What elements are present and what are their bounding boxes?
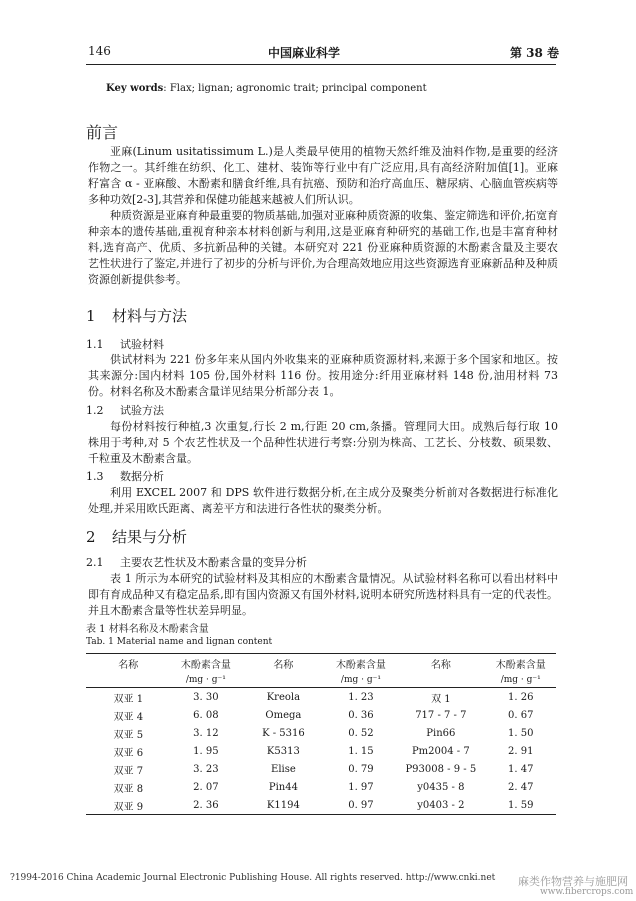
table-cell: y0435 - 8 — [417, 781, 465, 793]
table-cell: 3. 30 — [193, 691, 219, 703]
table-row — [86, 760, 556, 778]
table-cell: 双 1 — [431, 693, 451, 705]
table-cell: 1. 15 — [348, 745, 374, 757]
foreword-heading: 前言 — [86, 123, 119, 142]
col-unit-3: /mg · g⁻¹ — [485, 673, 556, 688]
table-row — [86, 796, 556, 815]
col-content-3: 木酚素含量 — [485, 654, 556, 674]
table-cell: K1194 — [241, 796, 326, 815]
table-cell: Pm2004 - 7 — [411, 745, 470, 757]
page-number: 146 — [88, 44, 111, 58]
subsection-1-3-heading — [86, 468, 164, 484]
table-cell: 1. 50 — [508, 727, 534, 739]
table-cell: 双亚 8 — [113, 783, 144, 795]
table-row — [86, 778, 556, 796]
col-name-3: 名称 — [396, 654, 485, 674]
table-cell: 双亚 6 — [113, 747, 144, 759]
table-cell: y0403 - 2 — [396, 796, 485, 815]
subsection-1-1-title: 试验材料 — [120, 338, 164, 351]
keywords-label: Key words — [106, 83, 164, 94]
col-content-2: 木酚素含量 — [326, 654, 397, 674]
copyright-footer: ?1994-2016 China Academic Journal Electronic Publishing House. All rights reserved. http://www.cnki.net — [10, 873, 496, 883]
subsection-1-1-heading — [86, 336, 164, 352]
table-row — [86, 688, 556, 707]
subsection-2-1-title: 主要农艺性状及木酚素含量的变异分析 — [120, 556, 307, 569]
section-2-heading — [86, 526, 187, 547]
table-cell: 双亚 9 — [86, 796, 171, 815]
section-1-title: 材料与方法 — [112, 307, 188, 325]
col-content-1: 木酚素含量 — [171, 654, 242, 674]
table-cell: Pin44 — [268, 781, 298, 793]
volume-label: 第 38 卷 — [510, 46, 560, 60]
table-row — [86, 724, 556, 742]
table-cell: 1. 95 — [193, 745, 219, 757]
subsection-2-1-paragraph: 表 1 所示为本研究的试验材料及其相应的木酚素含量情况。从试验材料名称可以看出材料中即有育成品种又有稳定品系,即有国内资源又有国外材料,说明本研究所选材料具有一定的代表性。并且木酚素含量等性状差异明显。 — [88, 572, 558, 617]
watermark-url: www.fibercrops.com — [540, 887, 634, 897]
subsection-2-1-heading — [86, 554, 307, 570]
table-cell: 717 - 7 - 7 — [415, 709, 467, 721]
subsection-1-2-number: 1.2 — [86, 404, 104, 417]
table-cell: Pin66 — [426, 727, 456, 739]
table-cell: 6. 08 — [193, 709, 219, 721]
section-2-number: 2 — [86, 528, 96, 546]
table-cell: 双亚 5 — [113, 729, 144, 741]
table-cell: 0. 36 — [348, 709, 374, 721]
subsection-1-3-number: 1.3 — [86, 470, 104, 483]
section-2-title: 结果与分析 — [112, 528, 188, 546]
col-name-1: 名称 — [86, 654, 171, 674]
header-rule — [86, 64, 556, 65]
table-cell: 2. 07 — [193, 781, 219, 793]
table-cell: Kreola — [266, 691, 301, 703]
table-cell: 2. 91 — [508, 745, 534, 757]
section-1-number: 1 — [86, 307, 96, 325]
table-cell: 双亚 7 — [113, 765, 144, 777]
table-cell: 双亚 4 — [113, 711, 144, 723]
subsection-1-1-paragraph: 供试材料为 221 份多年来从国内外收集来的亚麻种质资源材料,来源于多个国家和地区。按其来源分:国内材料 105 份,国外材料 116 份。按用途分:纤用亚麻材料 148 份,油用材料 73 份。材料名称及木酚素含量详见结果分析部分表 1。 — [88, 353, 558, 398]
subsection-1-3-paragraph: 利用 EXCEL 2007 和 DPS 软件进行数据分析,在主成分及聚类分析前对各数据进行标准化处理,并采用欧氏距离、离差平方和法进行各性状的聚类分析。 — [88, 486, 558, 515]
table-cell: 3. 23 — [193, 763, 219, 775]
foreword-paragraph-2: 种质资源是亚麻育种最重要的物质基础,加强对亚麻种质资源的收集、鉴定筛选和评价,拓宽育种亲本的遗传基础,重视育种亲本材料创新与利用,这是亚麻育种研究的基础工作,也是丰富育种材料,选育高产、优质、多抗新品种的关键。本研究对 221 份亚麻种质资源的木酚素含量及主要农艺性状进行了鉴定,并进行了初步的分析与评价,为合理高效地应用这些资源选育亚麻新品种及种质资源创新提供参考。 — [88, 209, 558, 286]
subsection-1-1-number: 1.1 — [86, 338, 104, 351]
subsection-1-3-title: 数据分析 — [120, 470, 164, 483]
table-row — [86, 706, 556, 724]
table-cell: Elise — [271, 763, 296, 775]
subsection-2-1-number: 2.1 — [86, 556, 104, 569]
table-cell: 2. 36 — [171, 796, 242, 815]
table-cell: K5313 — [266, 745, 300, 757]
col-name-2: 名称 — [241, 654, 326, 674]
table-cell: P93008 - 9 - 5 — [405, 763, 477, 775]
col-unit-2: /mg · g⁻¹ — [326, 673, 397, 688]
table-cell: Omega — [265, 709, 302, 721]
foreword-paragraph-1: 亚麻(Linum usitatissimum L.)是人类最早使用的植物天然纤维及油料作物,是重要的经济作物之一。其纤维在纺织、化工、建材、装饰等行业中有广泛应用,具有高经济附加值[1]。亚麻籽富含 α - 亚麻酸、木酚素和膳食纤维,具有抗癌、预防和治疗高血压、糖尿病、心脑血管疾病等多种功效[2-3],其营养和保健功能越来越被人们所认识。 — [88, 145, 558, 206]
table-row — [86, 742, 556, 760]
table-cell: 1. 97 — [348, 781, 374, 793]
table-cell: 1. 59 — [485, 796, 556, 815]
table-cell: 3. 12 — [193, 727, 219, 739]
table-caption-en: Tab. 1 Material name and lignan content — [86, 637, 273, 647]
table-cell: 0. 67 — [508, 709, 534, 721]
keywords-line — [106, 83, 427, 94]
subsection-1-2-title: 试验方法 — [120, 404, 164, 417]
table-cell: 1. 26 — [508, 691, 534, 703]
section-1-heading — [86, 305, 187, 326]
table-caption-cn: 表 1 材料名称及木酚素含量 — [86, 624, 209, 635]
journal-title: 中国麻业科学 — [268, 46, 341, 60]
subsection-1-2-heading — [86, 402, 164, 418]
subsection-1-2-paragraph: 每份材料按行种植,3 次重复,行长 2 m,行距 20 cm,条播。管理同大田。成熟后每行取 10 株用于考种,对 5 个农艺性状及一个品种性状进行考察:分别为株高、工艺长、分枝数、硕果数、千粒重及木酚素含量。 — [88, 420, 558, 465]
table-cell: 0. 52 — [348, 727, 374, 739]
table-cell: 2. 47 — [508, 781, 534, 793]
watermark-text: 麻类作物营养与施肥网 — [518, 875, 628, 888]
table-cell: K - 5316 — [262, 727, 305, 739]
table-cell: 0. 97 — [326, 796, 397, 815]
table-cell: 1. 47 — [508, 763, 534, 775]
table-cell: 0. 79 — [348, 763, 374, 775]
table-cell: 双亚 1 — [113, 693, 144, 705]
material-lignan-table — [86, 653, 556, 815]
table-cell: 1. 23 — [348, 691, 374, 703]
keywords-text: : Flax; lignan; agronomic trait; principal component — [163, 83, 427, 94]
col-unit-1: /mg · g⁻¹ — [171, 673, 242, 688]
